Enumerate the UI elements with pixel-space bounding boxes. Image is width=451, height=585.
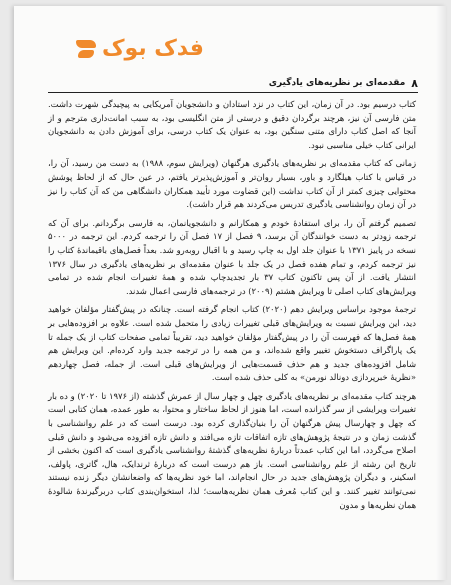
book-page: [14, 6, 446, 580]
paragraph: ترجمهٔ موجود براساس ویرایش دهم (۲۰۲۰) کتاب انجام گرفته است. چنانکه در پیش‌گفتار مؤلفان خواهید دید، این ویرایش نسبت به ویرایش‌های قبلی تغییرات زیادی را متحمل شده است. علاوه بر افزوده‌هایی بر همهٔ فصل‌ها که فهرست آن را در پیش‌گفتار مؤلفان خواهید دید، تقریباً تمامی صفحات کتاب از یک جمله تا یک پاراگراف دستخوش تغییر واقع شده‌اند، و من همه را در ترجمه جدید وارد کرده‌ام. این ویرایش هم شامل افزوده‌های جدید و هم حذف قسمت‌هایی از ویرایش‌های قبلی است. از جمله، فصل چهاردهم «نظریهٔ خبرپردازی دونالد نورمن» به کلی حذف شده است.: [48, 304, 416, 383]
paragraph: تصمیم گرفتم آن را، برای استفادهٔ خودم و همکارانم و دانشجویانمان، به فارسی برگردانم. برای آن که ترجمه زودتر به دست خوانندگان آن برسد، ۹ فصل از ۱۷ فصل آن را ترجمه کردم. این ترجمه در ۵۰۰۰ نسخه در پاییز ۱۳۷۱ با عنوان جلد اول به چاپ رسید و با اقبال روبه‌رو شد. بعداً فصل‌های باقیماندهٔ کتاب را نیز ترجمه کردم، و تمام هفده فصل در یک جلد با عنوان مقدمه‌ای بر نظریه‌های یادگیری در سال ۱۳۷۶ انتشار یافت. از آن پس تاکنون کتاب ۳۷ بار تجدیدچاپ شده و همهٔ تغییرات انجام شده در تمامی ویرایش‌های کتاب اصلی تا ویرایش هشتم (۲۰۰۹) در ترجمه‌های فارسی اعمال شدند.: [48, 217, 417, 296]
logo-text: فدک بوک: [102, 36, 204, 61]
body-text: [48, 98, 416, 517]
paragraph: کتاب درسیم بود. در آن زمان، این کتاب در نزد استادان و دانشجویان آمریکایی به پیچیدگی شهرت داشت. متن فارسی آن نیز، هرچند برگردان دقیق و درستی از متن انگلیسی بود، به سبب امانت‌داری مترجم و از آنجا که اصل کتاب دارای متنی سنگین بود، به عنوان یک کتاب درسی، برای آموزش دادن به دانشجویان ایرانی کتاب خیلی مناسبی نبود.: [48, 99, 416, 150]
publisher-logo: [76, 36, 204, 61]
paragraph: زمانی که کتاب مقدمه‌ای بر نظریه‌های یادگیری هرگنهان (ویرایش سوم، ۱۹۸۸) به دست من رسید، آن را، در قیاس با کتاب هیلگارد و باور، بسیار روان‌تر و آموزش‌پذیرتر یافتم، در عین حال که از لحاظ پوشش محتوایی چیزی کمتر از آن کتاب نداشت (این قضاوت مورد تأیید همکاران دانشگاهی من که آن کتاب را نیز در آن زمان روانشناسی یادگیری تدریس می‌کردند هم قرار داشت).: [48, 158, 416, 210]
running-header: [48, 74, 418, 93]
page-gutter-shadow: [436, 6, 446, 580]
page-number: ۸: [411, 76, 418, 90]
logo-mark-icon: [76, 38, 98, 60]
running-title: مقدمه‌ای بر نظریه‌های یادگیری: [268, 78, 406, 88]
paragraph: هرچند کتاب مقدمه‌ای بر نظریه‌های یادگیری چهل و چهار سال از عمرش گذشته (از ۱۹۷۶ تا ۲۰۲۰) و ده بار تغییرات ویرایشی از سر گذرانده است، اما هنوز از لحاظ ساختار و محتوا، به طور عمده، همان کتابی است که چهل و چهارسال پیش هرگنهان آن را بنیان‌گذاری کرده بود. درست است که در علم روانشناسی با گذشت زمان و در نتیجهٔ پژوهش‌های تازه اتفاقات تازه می‌افتد و دانش تازه افزوده می‌شود و دانش قبلی اصلاح می‌گردد، اما این کتاب عمدتاً دربارهٔ نظریه‌های گذشتهٔ روانشناسی یادگیری است که اکنون بخشی از تاریخ این رشته از علم روانشناسی است. باز هم درست است که دربارهٔ ثرندایک، هال، گاتری، پاولف، اسکینر، و دیگران پژوهش‌های جدید در حال انجام‌اند، اما خود نظریه‌ها که واضعانشان دیگر زنده نیستند نمی‌توانند تغییر کنند. و این کتاب مُعرف همان نظریه‌هاست؛ لذا، استخوان‌بندی کتاب دربرگیرندهٔ شالودهٔ همان نظریه‌ها و مدون: [48, 390, 416, 510]
